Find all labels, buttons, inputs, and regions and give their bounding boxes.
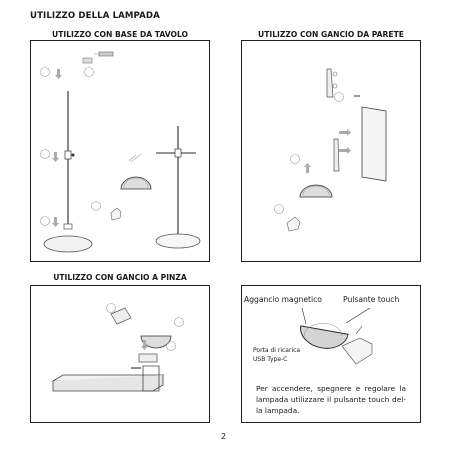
section-title-table-base: UTILIZZO CON BASE DA TAVOLO bbox=[52, 30, 188, 39]
clamp-jaw-icon bbox=[139, 354, 157, 362]
label-touch: Pulsante touch bbox=[343, 295, 400, 304]
hand-icon bbox=[287, 217, 300, 231]
arrow-down-icon bbox=[52, 152, 59, 162]
step-marker-icon bbox=[41, 150, 50, 159]
lamp-head-icon bbox=[298, 326, 348, 352]
wall-icon bbox=[362, 107, 386, 181]
usb-plug-icon bbox=[99, 52, 113, 56]
step-marker-icon bbox=[291, 155, 300, 164]
step-marker-icon bbox=[167, 342, 176, 351]
step-marker-icon bbox=[41, 217, 50, 226]
section-title-clamp: UTILIZZO CON GANCIO A PINZA bbox=[53, 273, 187, 282]
panel-table-base bbox=[30, 40, 210, 262]
clamp-piece-icon bbox=[111, 308, 131, 324]
table-base-illustration bbox=[31, 41, 211, 263]
description-text: Per accendere, spegnere e regolare la lampada utilizzare il pulsante touch del-la lampada. bbox=[256, 384, 406, 415]
leader-line-touch bbox=[346, 308, 370, 323]
step-marker-icon bbox=[275, 205, 284, 214]
step-marker-icon bbox=[107, 304, 116, 313]
page-title: UTILIZZO DELLA LAMPADA bbox=[30, 11, 160, 21]
step-marker-icon bbox=[85, 68, 94, 77]
section-title-wall-hook: UTILIZZO CON GANCIO DA PARETE bbox=[258, 30, 404, 39]
magnet-piece-icon bbox=[83, 58, 92, 63]
wall-hook-icon bbox=[327, 69, 333, 97]
panel-clamp bbox=[30, 285, 210, 423]
arrow-right-icon bbox=[339, 147, 351, 154]
panel-wall-hook bbox=[241, 40, 421, 262]
arrow-right-icon bbox=[339, 129, 351, 136]
clamp-illustration bbox=[31, 286, 211, 424]
hand-icon bbox=[111, 208, 121, 220]
arrow-up-icon bbox=[304, 163, 311, 173]
hand-icon bbox=[342, 338, 372, 364]
arrow-down-icon bbox=[55, 69, 62, 79]
arrow-down-icon bbox=[52, 217, 59, 227]
panel-info bbox=[241, 285, 421, 423]
table-base-icon bbox=[44, 236, 92, 252]
label-charging-port: Porta di ricarica bbox=[253, 347, 301, 354]
step-marker-icon bbox=[41, 68, 50, 77]
label-usb-type: USB Type-C bbox=[253, 356, 288, 363]
leader-line-magnet bbox=[302, 308, 306, 324]
wall-hook-illustration bbox=[242, 41, 422, 263]
step-marker-icon bbox=[335, 93, 344, 102]
label-magnetic: Aggancio magnetico bbox=[244, 295, 322, 304]
page-number: 2 bbox=[221, 432, 227, 441]
lamp-head-icon bbox=[300, 185, 332, 197]
step-marker-icon bbox=[92, 202, 101, 211]
step-marker-icon bbox=[175, 318, 184, 327]
